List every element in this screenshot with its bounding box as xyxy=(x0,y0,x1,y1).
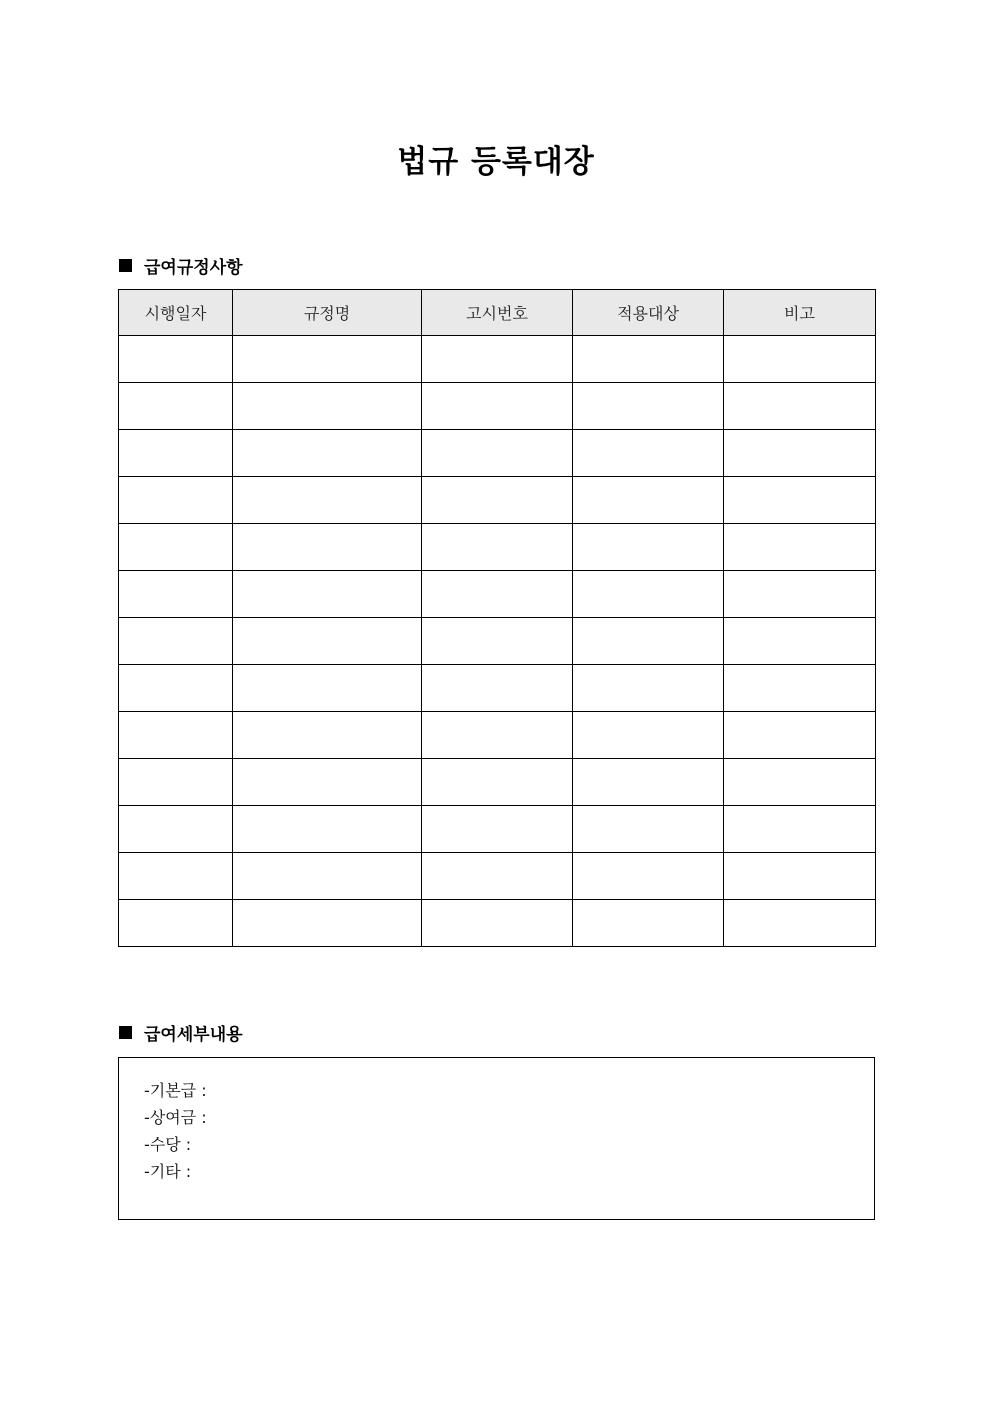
table-cell[interactable] xyxy=(233,477,422,524)
table-cell[interactable] xyxy=(233,853,422,900)
table-cell[interactable] xyxy=(233,383,422,430)
table-cell[interactable] xyxy=(422,477,573,524)
table-row xyxy=(119,665,876,712)
table-cell[interactable] xyxy=(119,853,233,900)
table-cell[interactable] xyxy=(724,430,876,477)
table-row xyxy=(119,618,876,665)
table-row xyxy=(119,806,876,853)
table-cell[interactable] xyxy=(422,571,573,618)
table-cell[interactable] xyxy=(422,430,573,477)
section-heading-label: 급여세부내용 xyxy=(144,1025,243,1045)
detail-line-bonus: -상여금 : xyxy=(144,1108,207,1127)
table-cell[interactable] xyxy=(119,665,233,712)
table-cell[interactable] xyxy=(233,712,422,759)
table-cell[interactable] xyxy=(233,665,422,712)
table-cell[interactable] xyxy=(119,759,233,806)
table-cell[interactable] xyxy=(233,618,422,665)
column-header-applicable-target: 적용대상 xyxy=(573,290,724,336)
table-cell[interactable] xyxy=(724,712,876,759)
detail-line-other: -기타 : xyxy=(144,1162,192,1181)
square-bullet-icon xyxy=(119,1026,132,1039)
table-cell[interactable] xyxy=(573,900,724,947)
table-cell[interactable] xyxy=(119,806,233,853)
table-cell[interactable] xyxy=(422,853,573,900)
table-cell[interactable] xyxy=(422,336,573,383)
section-heading-pay-regulations xyxy=(119,253,243,278)
table-cell[interactable] xyxy=(573,759,724,806)
table-cell[interactable] xyxy=(119,336,233,383)
table-row xyxy=(119,759,876,806)
table-cell[interactable] xyxy=(233,430,422,477)
column-header-notice-number: 고시번호 xyxy=(422,290,573,336)
table-cell[interactable] xyxy=(119,571,233,618)
table-header-row xyxy=(119,290,876,336)
table-row xyxy=(119,524,876,571)
table-row xyxy=(119,853,876,900)
table-cell[interactable] xyxy=(233,336,422,383)
table-cell[interactable] xyxy=(422,524,573,571)
table-cell[interactable] xyxy=(422,759,573,806)
table-cell[interactable] xyxy=(724,900,876,947)
table-row xyxy=(119,571,876,618)
table-cell[interactable] xyxy=(233,759,422,806)
regulation-register-table xyxy=(118,289,876,947)
pay-details-box xyxy=(118,1057,875,1220)
table-cell[interactable] xyxy=(573,806,724,853)
table-cell[interactable] xyxy=(119,383,233,430)
table-cell[interactable] xyxy=(422,383,573,430)
table-cell[interactable] xyxy=(573,618,724,665)
table-row xyxy=(119,477,876,524)
table-cell[interactable] xyxy=(119,618,233,665)
table-cell[interactable] xyxy=(573,853,724,900)
document-title: 법규 등록대장 xyxy=(397,144,595,180)
column-header-effective-date: 시행일자 xyxy=(119,290,233,336)
table-cell[interactable] xyxy=(724,336,876,383)
column-header-regulation-name: 규정명 xyxy=(233,290,422,336)
table-cell[interactable] xyxy=(724,524,876,571)
table-cell[interactable] xyxy=(119,477,233,524)
detail-line-base-pay: -기본급 : xyxy=(144,1081,207,1100)
table-cell[interactable] xyxy=(573,477,724,524)
column-header-remarks: 비고 xyxy=(724,290,876,336)
table-cell[interactable] xyxy=(422,900,573,947)
table-cell[interactable] xyxy=(233,524,422,571)
table-cell[interactable] xyxy=(724,477,876,524)
table-cell[interactable] xyxy=(573,712,724,759)
table-cell[interactable] xyxy=(422,618,573,665)
table-cell[interactable] xyxy=(724,618,876,665)
table-row xyxy=(119,430,876,477)
table-cell[interactable] xyxy=(119,900,233,947)
table-cell[interactable] xyxy=(573,430,724,477)
table-cell[interactable] xyxy=(233,806,422,853)
detail-line-allowance: -수당 : xyxy=(144,1135,192,1154)
table-row xyxy=(119,383,876,430)
table-cell[interactable] xyxy=(422,806,573,853)
table-cell[interactable] xyxy=(724,853,876,900)
table-row xyxy=(119,336,876,383)
table-cell[interactable] xyxy=(573,571,724,618)
section-heading-pay-details xyxy=(119,1020,243,1045)
table-cell[interactable] xyxy=(119,712,233,759)
square-bullet-icon xyxy=(119,259,132,272)
table-cell[interactable] xyxy=(422,665,573,712)
table-cell[interactable] xyxy=(573,665,724,712)
table-cell[interactable] xyxy=(724,759,876,806)
table-cell[interactable] xyxy=(724,665,876,712)
table-cell[interactable] xyxy=(573,383,724,430)
table-cell[interactable] xyxy=(724,383,876,430)
section-heading-label: 급여규정사항 xyxy=(144,258,243,278)
table-cell[interactable] xyxy=(119,524,233,571)
table-cell[interactable] xyxy=(233,571,422,618)
table-cell[interactable] xyxy=(573,524,724,571)
table-row xyxy=(119,712,876,759)
table-cell[interactable] xyxy=(724,806,876,853)
table-cell[interactable] xyxy=(573,336,724,383)
table-cell[interactable] xyxy=(119,430,233,477)
table-row xyxy=(119,900,876,947)
table-cell[interactable] xyxy=(422,712,573,759)
table-cell[interactable] xyxy=(233,900,422,947)
table-cell[interactable] xyxy=(724,571,876,618)
